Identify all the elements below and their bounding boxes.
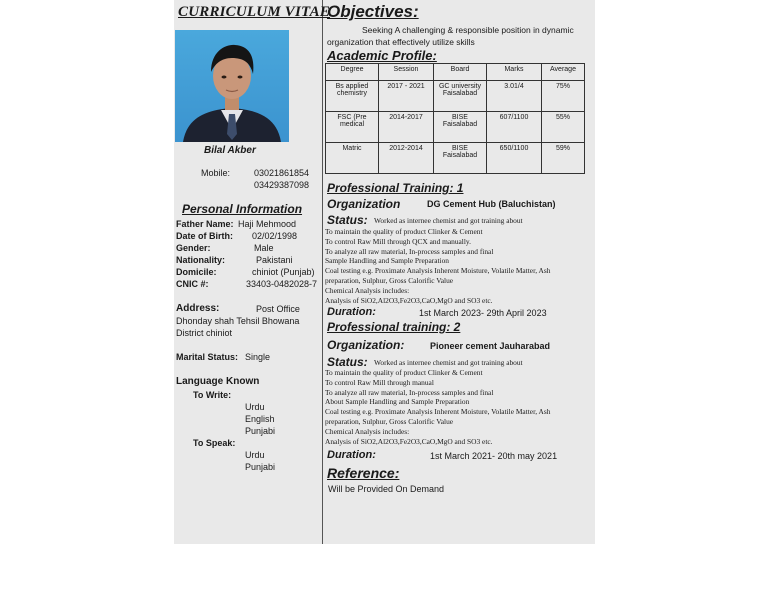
- marital-status-value: Single: [245, 352, 271, 362]
- academic-table: [325, 63, 585, 174]
- duration-label: Duration:: [327, 449, 376, 461]
- table-cell: Bs applied chemistry: [326, 81, 379, 112]
- detail-line: preparation, Sulphur, Gross Calorific Value: [325, 416, 454, 426]
- column-header: Marks: [487, 64, 542, 81]
- detail-line: Chemical Analysis includes:: [325, 285, 410, 295]
- father-name-label: Father Name:: [176, 219, 234, 229]
- detail-line: preparation, Sulphur, Gross Calorific Value: [325, 275, 454, 285]
- column-header: Average: [542, 64, 585, 81]
- training-2-details: [325, 368, 550, 446]
- table-cell: 59%: [542, 143, 585, 174]
- detail-line: To analyze all raw material, In-process samples and final: [325, 246, 494, 256]
- detail-line: To maintain the quality of product Clinker & Cement: [325, 368, 483, 377]
- table-header-row: [326, 64, 585, 81]
- table-cell: 2012-2014: [379, 143, 434, 174]
- detail-line: To control Raw Mill through manual: [325, 377, 434, 387]
- column-header: Board: [434, 64, 487, 81]
- address-line-1: Post Office: [256, 304, 300, 314]
- duration-label: Duration:: [327, 306, 376, 318]
- reference-heading: Reference:: [327, 465, 400, 481]
- to-write-label: To Write:: [193, 390, 232, 400]
- profile-photo: [175, 30, 289, 142]
- table-cell: 607/1100: [487, 112, 542, 143]
- address-line-3: District chiniot: [176, 328, 233, 338]
- detail-line: Sample Handling and Sample Preparation: [325, 256, 449, 266]
- status-text: Worked as internee chemist and got training about: [374, 358, 523, 367]
- detail-line: Analysis of SiO2,Al2O3,Fe2O3,CaO,MgO and SO3 etc.: [325, 436, 493, 446]
- training-2-heading: Professional training: 2: [327, 320, 461, 334]
- to-speak-label: To Speak:: [193, 438, 236, 448]
- cv-title: CURRICULUM VITAE: [178, 4, 330, 20]
- table-row: [326, 112, 585, 143]
- academic-heading: Academic Profile:: [327, 48, 437, 63]
- organization-label: Organization:: [327, 338, 405, 352]
- personal-info-heading: Personal Information: [182, 202, 303, 216]
- mobile-label: Mobile:: [201, 168, 231, 178]
- table-cell: 2017 - 2021: [379, 81, 434, 112]
- detail-line: Analysis of SiO2,Al2O3,Fe2O3,CaO,MgO and SO3 etc.: [325, 295, 493, 305]
- cnic-value: 33403-0482028-7: [246, 279, 318, 289]
- father-name-value: Haji Mehmood: [238, 219, 297, 229]
- table-cell: 55%: [542, 112, 585, 143]
- organization-value: Pioneer cement Jauharabad: [430, 341, 551, 351]
- address-line-2: Dhonday shah Tehsil Bhowana: [176, 316, 300, 326]
- duration-value: 1st March 2023- 29th April 2023: [419, 308, 547, 318]
- table-cell: 3.01/4: [487, 81, 542, 112]
- domicile-value: chiniot (Punjab): [252, 267, 315, 277]
- status-label: Status:: [327, 355, 368, 369]
- status-text: Worked as internee chemist and got training about: [374, 216, 523, 225]
- cnic-label: CNIC #:: [176, 279, 209, 289]
- organization-value: DG Cement Hub (Baluchistan): [427, 199, 556, 209]
- mobile-number-2: 03429387098: [254, 180, 310, 190]
- detail-line: Coal testing e.g. Proximate Analysis Inherent Moisture, Volatile Matter, Ash: [325, 266, 551, 276]
- language-heading: Language Known: [176, 376, 260, 387]
- dob-label: Date of Birth:: [176, 231, 233, 241]
- detail-line: Coal testing e.g. Proximate Analysis Inherent Moisture, Volatile Matter, Ash: [325, 407, 551, 417]
- detail-line: About Sample Handling and Sample Preparation: [325, 397, 470, 407]
- table-row: [326, 81, 585, 112]
- table-cell: Matric: [326, 143, 379, 174]
- write-language: Punjabi: [245, 426, 276, 436]
- dob-value: 02/02/1998: [252, 231, 298, 241]
- table-cell: BISE Faisalabad: [434, 143, 487, 174]
- status-label: Status:: [327, 213, 368, 227]
- objectives-heading: Objectives:: [327, 2, 419, 21]
- speak-language: Urdu: [245, 450, 265, 460]
- detail-line: Chemical Analysis includes:: [325, 426, 410, 436]
- nationality-label: Nationality:: [176, 255, 226, 265]
- table-cell: GC university Faisalabad: [434, 81, 487, 112]
- detail-line: To maintain the quality of product Clinker & Cement: [325, 227, 483, 236]
- objectives-text: Seeking A challenging & responsible position in dynamic organization that effectively utilize skills: [327, 25, 574, 47]
- mobile-number-1: 03021861854: [254, 168, 310, 178]
- gender-label: Gender:: [176, 243, 211, 253]
- nationality-value: Pakistani: [256, 255, 293, 265]
- address-label: Address:: [176, 303, 220, 314]
- gender-value: Male: [254, 243, 274, 253]
- training-1-details: [325, 227, 550, 305]
- detail-line: To control Raw Mill through QCX and manually.: [325, 236, 471, 246]
- table-cell: 650/1100: [487, 143, 542, 174]
- table-row: [326, 143, 585, 174]
- marital-status-label: Marital Status:: [176, 352, 239, 362]
- table-cell: 75%: [542, 81, 585, 112]
- domicile-label: Domicile:: [176, 267, 217, 277]
- table-cell: 2014-2017: [379, 112, 434, 143]
- candidate-name: Bilal Akber: [204, 145, 256, 156]
- speak-language: Punjabi: [245, 462, 276, 472]
- column-divider: [322, 0, 323, 544]
- detail-line: To analyze all raw material, In-process samples and final: [325, 387, 494, 397]
- table-cell: FSC (Pre medical: [326, 112, 379, 143]
- table-cell: BISE Faisalabad: [434, 112, 487, 143]
- training-1-heading: Professional Training: 1: [327, 181, 464, 195]
- column-header: Degree: [326, 64, 379, 81]
- cv-page: [174, 0, 595, 544]
- write-language: Urdu: [245, 402, 265, 412]
- reference-text: Will be Provided On Demand: [328, 484, 445, 494]
- organization-label: Organization: [327, 197, 401, 211]
- write-language: English: [245, 414, 275, 424]
- duration-value: 1st March 2021- 20th may 2021: [430, 451, 558, 461]
- column-header: Session: [379, 64, 434, 81]
